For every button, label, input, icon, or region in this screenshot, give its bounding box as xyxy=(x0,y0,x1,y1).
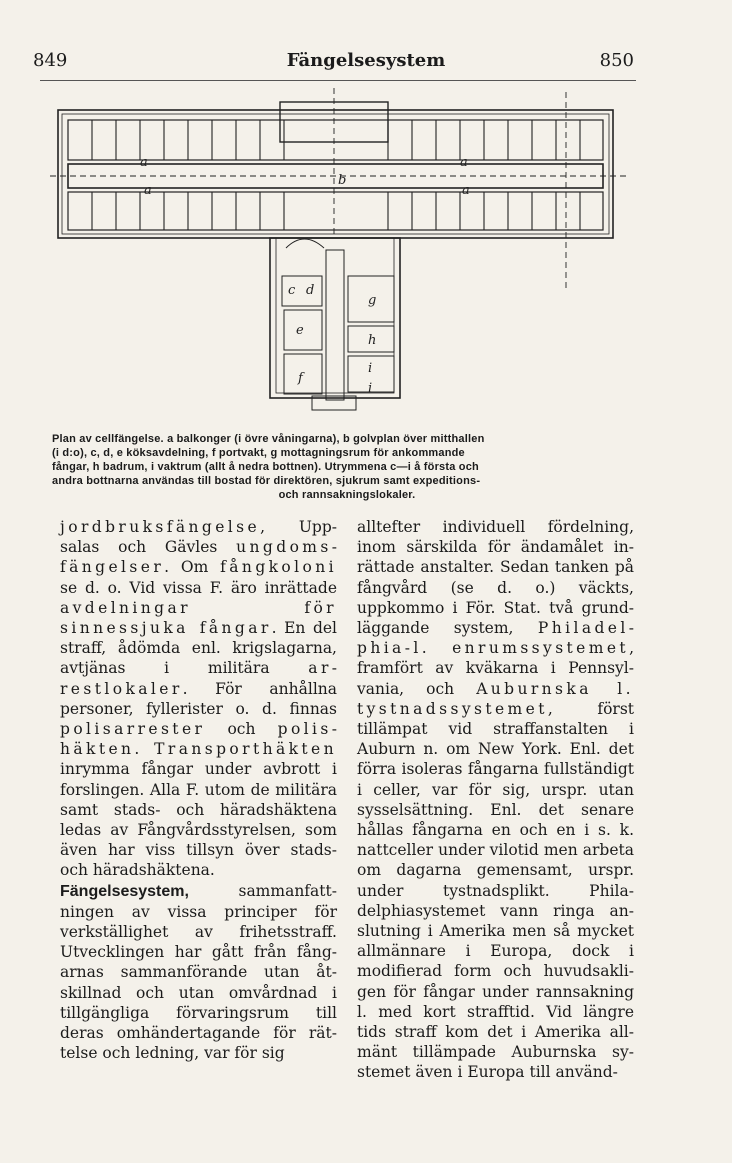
left-paragraph-2-text: sammanfattningen av vissa principer för verkställighet av frihetsstraff. Utvecklingen har gått från fångarnas sammanförande utan åtskillnad och utan omvårdnad i tillgängliga förvaringsrum till deras omhändertagande för rättelse och ledning, var för sig xyxy=(60,881,337,1063)
text-run: . Om xyxy=(164,558,221,577)
plan-label-c: c xyxy=(288,283,296,298)
spaced-term: fångkoloni xyxy=(220,558,337,577)
spaced-term: Auburnska l. tystnadssystemet xyxy=(357,679,634,718)
text-run: , Uppsalas och Gävles xyxy=(60,518,337,557)
text-run: se d. o. Vid vissa F. äro inrättade xyxy=(60,578,337,597)
text-run: . För anhållna personer, fyllerister o. d. finnas xyxy=(60,679,337,718)
text-run: alltefter individuell fördelning, inom särskilda för ändamålet inrättade anstalter. Sedan tanken på fångvård (se d. o.) väckts, uppkommo i För. Stat. två grundläggande system, xyxy=(357,518,634,638)
plan-label-b: b xyxy=(338,173,347,188)
plan-label-d: d xyxy=(306,283,315,298)
plan-label-i-lower: i xyxy=(368,381,373,396)
headword: Fängelsesystem, xyxy=(60,882,189,900)
spaced-term: polishäkten xyxy=(60,720,337,759)
plan-label-e: e xyxy=(296,323,304,338)
caption-line: andra bottnarna användas till bostad för direktören, sjukrum samt expeditions- xyxy=(52,475,481,487)
plan-label-f: f xyxy=(298,371,303,386)
page-number-right: 850 xyxy=(599,50,634,71)
text-run: , först tillämpat vid straffanstalten i Auburn n. om New York. Enl. det förra isoleras fångarna fullständigt i celler, var för sig, urspr. utan sysselsättning. Enl. det senare hållas fångarna en och en i s. k. nattceller under vilotid men arbeta om dagarna gemensamt, urspr. under tystnadsplikt. Philadelphiasystemet vann ringa anslutning i Amerika men så mycket allmännare i Europa, dock i modifierad form och huvudsakligen för fångar under rannsakning l. med kort strafftid. Vid längre tids straff kom det i Amerika allmänt tillämpade Auburnska systemet även i Europa till använd- xyxy=(357,699,634,1082)
page-title: Fängelsesystem xyxy=(286,50,446,71)
page-number-left: 849 xyxy=(33,50,68,71)
header-rule xyxy=(40,80,636,81)
left-paragraph-1 xyxy=(60,517,337,881)
prison-floor-plan xyxy=(48,88,628,430)
caption-line: fångar, h badrum, i vaktrum (allt å nedra bottnen). Utrymmena c—i å första och xyxy=(52,461,479,473)
spaced-term: jordbruksfängelse xyxy=(60,518,261,536)
spaced-term: Philadelphia-l. enrumssystemet xyxy=(357,619,634,658)
spaced-term: ungdomsfängelser xyxy=(60,538,337,577)
right-paragraph-1 xyxy=(357,517,634,1083)
text-run: . xyxy=(134,740,155,759)
right-column xyxy=(357,517,634,1083)
caption-line: (i d:o), c, d, e köksavdelning, f portvakt, g mottagningsrum för ankommande xyxy=(52,447,465,459)
spaced-term: arrestlokaler xyxy=(60,659,337,698)
caption-line: Plan av cellfängelse. a balkonger (i övre våningarna), b golvplan över mitthallen xyxy=(52,433,485,445)
text-run: inrymma fångar under avbrott i forslingen. Alla F. utom de militära samt stads- och häradshäktena ledas av Fångvårdsstyrelsen, som även har viss tillsyn över stads- och häradshäktena. xyxy=(60,760,337,880)
plan-label-a-right-lower: a xyxy=(462,183,470,198)
plan-label-a-right: a xyxy=(460,155,468,170)
plan-label-g: g xyxy=(368,293,377,308)
text-run: och xyxy=(205,720,278,739)
left-paragraph-2 xyxy=(60,881,337,1064)
plan-label-i-upper: i xyxy=(368,361,373,376)
caption-line: och rannsakningslokaler. xyxy=(278,489,416,501)
spaced-term: avdelningar för sinnessjuka fångar xyxy=(60,598,337,638)
plan-label-a-left: a xyxy=(140,155,148,170)
text-run: . En del straff, ådömda enl. krigslagarna, avtjänas i militära xyxy=(60,619,337,678)
figure-caption xyxy=(52,432,642,502)
spaced-term: polisarrester xyxy=(60,720,206,739)
left-column xyxy=(60,517,337,1063)
plan-label-h: h xyxy=(368,333,377,348)
spaced-term: Transporthäkten xyxy=(154,740,337,759)
text-run: , framfört av kväkarna i Pennsylvania, och xyxy=(357,639,634,698)
plan-label-a-left-lower: a xyxy=(144,183,152,198)
